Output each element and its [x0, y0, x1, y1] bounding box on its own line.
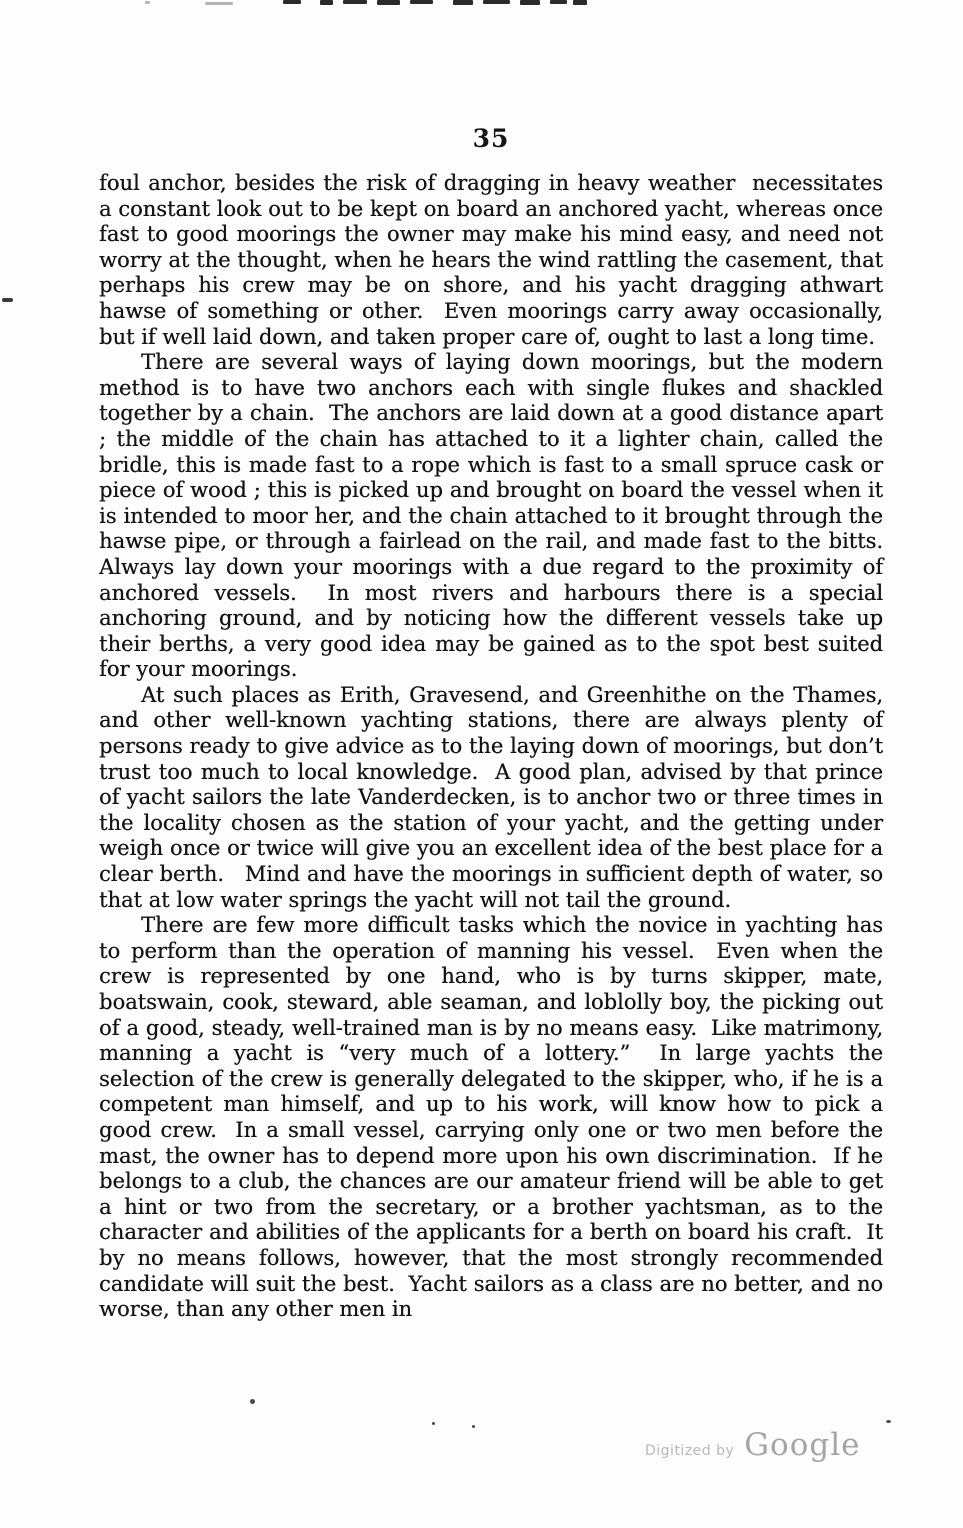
page-number: 35 [472, 124, 510, 153]
scan-artifact-header-fragment [320, 0, 333, 5]
page-text-block [99, 171, 897, 1323]
digitized-by-google-watermark [645, 1427, 861, 1463]
scan-artifact-header-fragment [283, 0, 301, 4]
google-logo: Google [744, 1427, 861, 1463]
paragraph: foul anchor, besides the risk of dragging in heavy weather necessitates a constant look out to be kept on board an anchored yacht, whereas once fast to good moorings the owner may make his mind easy, and need not worry at the thought, when he hears the wind rattling the casement, that perhaps his crew may be on shore, and his yacht dragging athwart hawse of something or other. Even moorings carry away occasionally, but if well laid down, and taken proper care of, ought to last a long time. [99, 171, 890, 349]
scan-artifact-speck [886, 1420, 891, 1423]
scan-artifact-header-fragment [410, 0, 433, 4]
scan-artifact-header-fragment [377, 0, 400, 5]
scan-artifact-header-fragment [145, 1, 150, 4]
scan-artifact-header-fragment [453, 0, 473, 5]
scan-artifact-header-fragment [483, 0, 510, 4]
scan-artifact-header-fragment [573, 0, 587, 5]
watermark-prefix-label: Digitized by [645, 1443, 735, 1459]
scan-artifact-header-fragment [550, 0, 567, 4]
scan-artifact-header-fragment [205, 2, 233, 5]
scan-artifact-header-fragment [343, 0, 367, 4]
paragraph: There are few more difficult tasks which the novice in yachting has to perform than the operation of manning his vessel. Even when the crew is represented by one hand, who is by turns skipper, mate, boatswain, cook, steward, able seaman, and loblolly boy, the picking out of a good, steady, well-trained man is by no means easy. Like matrimony, manning a yacht is “very much of a lottery.” In large yachts the selection of the crew is generally delegated to the skipper, who, if he is a competent man himself, and up to his work, will know how to pick a good crew. In a small vessel, carrying only one or two men before the mast, the owner has to depend more upon his own discrimination. If he belongs to a club, the chances are our amateur friend will be able to get a hint or two from the secretary, or a brother yachtsman, as to the character and abilities of the applicants for a berth on board his craft. It by no means follows, however, that the most strongly recommended candidate will suit the best. Yacht sailors as a class are no better, and no worse, than any other men in [99, 913, 890, 1322]
scan-artifact-speck [432, 1422, 435, 1425]
paragraph: At such places as Erith, Gravesend, and Greenhithe on the Thames, and other well-known yachting stations, there are always plenty of persons ready to give advice as to the laying down of moorings, but don’t trust too much to local knowledge. A good plan, advised by that prince of yacht sailors the late Vanderdecken, is to anchor two or three times in the locality chosen as the station of your yacht, and the getting under weigh once or twice will give you an excellent idea of the best place for a clear berth. Mind and have the moorings in sufficient depth of water, so that at low water springs the yacht will not tail the ground. [99, 682, 890, 912]
scan-artifact-margin-dash [2, 298, 13, 302]
scan-artifact-speck [250, 1399, 255, 1404]
scan-artifact-header-fragment [520, 0, 540, 5]
scan-artifact-speck [472, 1425, 475, 1428]
paragraph: There are several ways of laying down moorings, but the modern method is to have two anchors each with single flukes and shackled together by a chain. The anchors are laid down at a good distance apart ; the middle of the chain has attached to it a lighter chain, called the bridle, this is made fast to a rope which is fast to a small spruce cask or piece of wood ; this is picked up and brought on board the vessel when it is intended to moor her, and the chain attached to it brought through the hawse pipe, or through a fairlead on the rail, and made fast to the bitts. Always lay down your moorings with a due regard to the proximity of anchored vessels. In most rivers and harbours there is a special anchoring ground, and by noticing how the different vessels take up their berths, a very good idea may be gained as to the spot best suited for your moorings. [99, 350, 897, 682]
